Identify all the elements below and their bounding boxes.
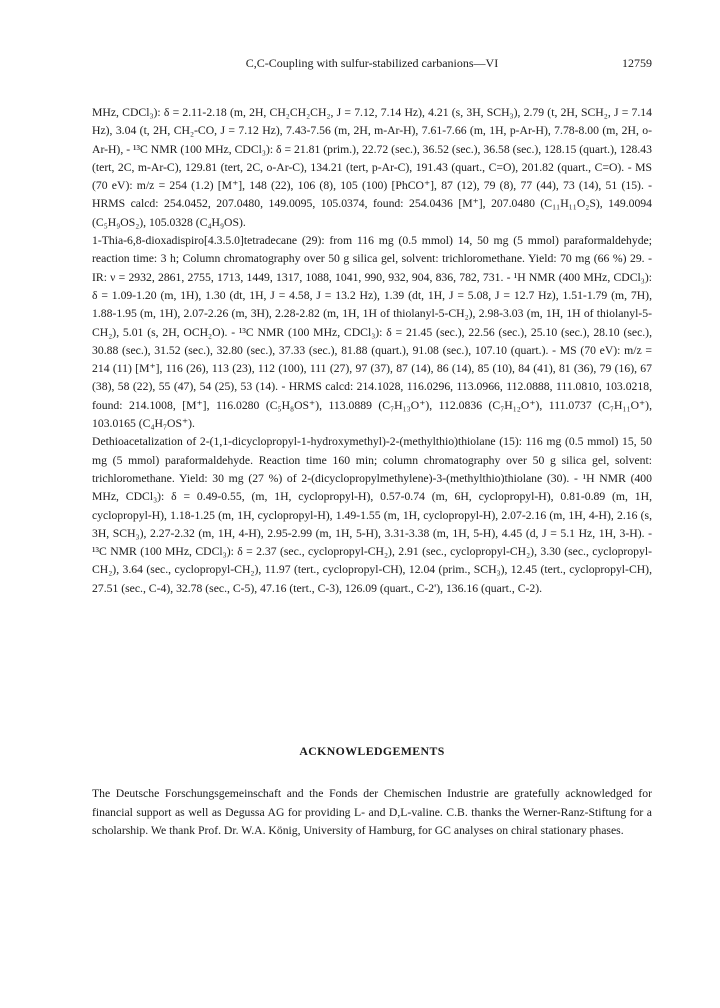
acknowledgements-text: The Deutsche Forschungsgemeinschaft and the Fonds der Chemischen Industrie are gratefully acknowledged for financial support as well as Degussa AG for providing L- and D,L-valine. C.B. thanks the Werner-Ranz-Stiftung for a scholarship. We thank Prof. Dr. W.A. König, University of Hamburg, for GC analyses on chiral stationary phases. xyxy=(92,787,652,837)
experimental-section xyxy=(92,104,652,598)
paragraph-compound-data-continued: MHz, CDCl₃): δ = 2.11-2.18 (m, 2H, CH₂CH₂CH₂, J = 7.12, 7.14 Hz), 4.21 (s, 3H, SCH₃), 2.79 (t, 2H, SCH₂, J = 7.14 Hz), 3.04 (t, 2H, CH₂-CO, J = 7.12 Hz), 7.43-7.56 (m, 2H, m-Ar-H), 7.61-7.66 (m, 1H, p-Ar-H), 7.78-8.00 (m, 2H, o-Ar-H), - ¹³C NMR (100 MHz, CDCl₃): δ = 21.81 (prim.), 22.72 (sec.), 36.52 (sec.), 36.58 (sec.), 128.15 (quart.), 128.43 (tert, 2C, m-Ar-C), 129.81 (tert, 2C, o-Ar-C), 134.21 (tert, p-Ar-C), 191.43 (quart., C=O), 201.82 (quart., C=O). - MS (70 eV): m/z = 254 (1.2) [M⁺], 148 (22), 106 (8), 105 (100) [PhCO⁺], 87 (12), 79 (8), 77 (44), 73 (14), 51 (15). - HRMS calcd: 254.0452, 207.0480, 149.0095, 105.0374, found: 254.0436 [M⁺], 207.0480 (C₁₁H₁₁O₂S), 149.0094 (C₅H₉OS₂), 105.0328 (C₄H₉OS). xyxy=(92,106,652,229)
paragraph-dethioacetalization-15: Dethioacetalization of 2-(1,1-dicyclopropyl-1-hydroxymethyl)-2-(methylthio)thiolane (15): 116 mg (0.5 mmol) 15, 50 mg (5 mmol) paraformaldehyde. Reaction time 160 min; column chromatography over 50 g silica gel, solvent: trichloromethane. Yield: 30 mg (27 %) of 2-(dicyclopropylmethylene)-3-(methylthio)thiolane (30). - ¹H NMR (400 MHz, CDCl₃): δ = 0.49-0.55, (m, 1H, cyclopropyl-H), 0.57-0.74 (m, 6H, cyclopropyl-H), 0.81-0.89 (m, 1H, cyclopropyl-H), 1.18-1.25 (m, 1H, cyclopropyl-H), 1.49-1.55 (m, 1H, cyclopropyl-H), 2.07-2.16 (m, 1H, 4-H), 2.16 (s, 3H, SCH₃), 2.27-2.32 (m, 1H, 4-H), 2.95-2.99 (m, 1H, 5-H), 3.31-3.38 (m, 1H, 5-H), 4.45 (d, J = 5.1 Hz, 1H, 3-H). - ¹³C NMR (100 MHz, CDCl₃): δ = 2.37 (sec., cyclopropyl-CH₂), 2.91 (sec., cyclopropyl-CH₂), 3.30 (sec., cyclopropyl-CH₂), 3.64 (sec., cyclopropyl-CH₂), 11.97 (tert., cyclopropyl-CH), 12.04 (prim., SCH₃), 12.45 (tert., cyclopropyl-CH), 27.51 (sec., C-4), 32.78 (sec., C-5), 47.16 (tert., C-3), 126.09 (quart., C-2'), 136.16 (quart., C-2). xyxy=(92,435,652,595)
page-header xyxy=(92,56,652,76)
acknowledgements-heading: ACKNOWLEDGEMENTS xyxy=(299,744,445,758)
page-number: 12759 xyxy=(622,56,652,70)
paragraph-compound-29: 1-Thia-6,8-dioxadispiro[4.3.5.0]tetradecane (29): from 116 mg (0.5 mmol) 14, 50 mg (5 mmol) paraformaldehyde; reaction time: 3 h; Column chromatography over 50 g silica gel, solvent: trichloromethane. Yield: 70 mg (66 %) 29. - IR: ν = 2932, 2861, 2755, 1713, 1449, 1317, 1088, 1041, 990, 932, 904, 836, 782, 731. - ¹H NMR (400 MHz, CDCl₃): δ = 1.09-1.20 (m, 1H), 1.30 (dt, 1H, J = 4.58, J = 13.2 Hz), 1.39 (dt, 1H, J = 5.08, J = 12.7 Hz), 1.51-1.79 (m, 7H), 1.88-1.95 (m, 1H), 2.07-2.26 (m, 3H), 2.28-2.82 (m, 1H, 1H of thiolanyl-5-CH₂), 2.98-3.03 (m, 1H, 1H of thiolanyl-5-CH₂), 5.01 (s, 2H, OCH₂O). - ¹³C NMR (100 MHz, CDCl₃): δ = 21.45 (sec.), 22.56 (sec.), 25.10 (sec.), 28.10 (sec.), 30.88 (sec.), 31.52 (sec.), 32.80 (sec.), 37.33 (sec.), 81.88 (quart.), 91.08 (sec.), 107.10 (quart.). - MS (70 eV): m/z = 214 (11) [M⁺], 116 (26), 113 (23), 112 (100), 111 (27), 97 (37), 87 (14), 86 (14), 85 (10), 84 (41), 81 (36), 79 (16), 67 (38), 58 (22), 55 (47), 54 (25), 53 (14). - HRMS calcd: 214.1028, 116.0296, 113.0966, 112.0888, 111.0810, 103.0218, found: 214.1008, [M⁺], 116.0280 (C₅H₈OS⁺), 113.0889 (C₇H₁₃O⁺), 112.0836 (C₇H₁₂O⁺), 111.0737 (C₇H₁₁O⁺), 103.0165 (C₄H₇OS⁺). xyxy=(92,234,652,431)
acknowledgements-section xyxy=(92,785,652,841)
running-title: C,C-Coupling with sulfur-stabilized carbanions—VI xyxy=(245,56,499,70)
